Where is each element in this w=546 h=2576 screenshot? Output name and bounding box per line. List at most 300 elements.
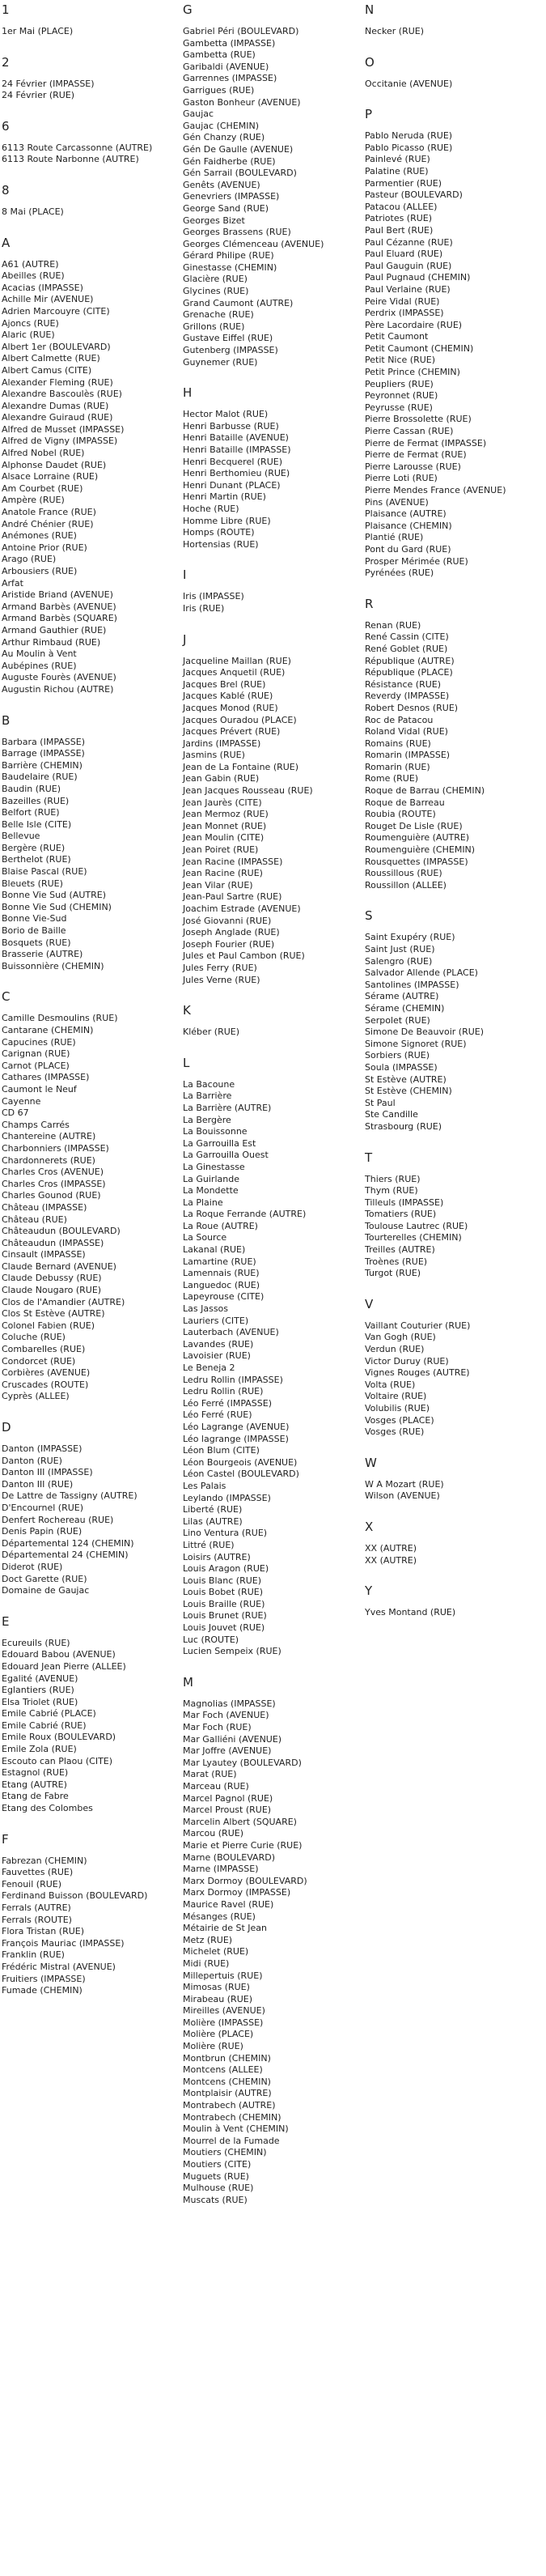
street-item[interactable]: Peire Vidal (RUE): [365, 295, 440, 307]
street-item[interactable]: Victor Duruy (RUE): [365, 1355, 449, 1367]
street-item[interactable]: Leylando (IMPASSE): [183, 1492, 271, 1503]
street-item[interactable]: Pierre Brossolette (RUE): [365, 414, 472, 425]
street-item[interactable]: Jasmins (RUE): [183, 750, 245, 761]
street-item[interactable]: Lamartine (RUE): [183, 1256, 256, 1267]
street-item[interactable]: Mar Foch (RUE): [183, 1722, 252, 1733]
street-item[interactable]: Simone De Beauvoir (RUE): [365, 1027, 485, 1038]
street-item[interactable]: Genevriers (IMPASSE): [183, 191, 280, 202]
street-item[interactable]: Garibaldi (AVENUE): [183, 61, 269, 72]
street-item[interactable]: Doct Garette (RUE): [2, 1573, 87, 1584]
street-item[interactable]: Prosper Mérimée (RUE): [365, 555, 468, 567]
street-item[interactable]: Jacques Monod (RUE): [183, 702, 278, 713]
street-item[interactable]: Tourterelles (CHEMIN): [365, 1232, 462, 1243]
street-item[interactable]: Bonne Vie-Sud: [2, 913, 67, 925]
street-item[interactable]: Homps (ROUTE): [183, 527, 255, 538]
street-item[interactable]: Patriotes (RUE): [365, 213, 433, 224]
street-item[interactable]: Louis Bobet (RUE): [183, 1587, 263, 1598]
street-item[interactable]: Petit Caumont (CHEMIN): [365, 342, 474, 354]
street-item[interactable]: Lakanal (RUE): [183, 1244, 246, 1256]
street-item[interactable]: Château (IMPASSE): [2, 1201, 87, 1213]
street-item[interactable]: 8 Mai (PLACE): [2, 206, 64, 217]
street-item[interactable]: Gaston Bonheur (AVENUE): [183, 96, 301, 108]
street-item[interactable]: Alfred de Vigny (IMPASSE): [2, 436, 118, 447]
street-item[interactable]: Moulin à Vent (CHEMIN): [183, 2123, 289, 2135]
street-item[interactable]: Danton III (IMPASSE): [2, 1467, 93, 1478]
street-item[interactable]: Fauvettes (RUE): [2, 1867, 74, 1878]
street-item[interactable]: Parmentier (RUE): [365, 177, 442, 189]
street-item[interactable]: Roumenguière (CHEMIN): [365, 844, 476, 856]
street-item[interactable]: 1er Mai (PLACE): [2, 26, 74, 36]
street-item[interactable]: Caumont le Neuf: [2, 1083, 77, 1095]
street-item[interactable]: Armand Gauthier (RUE): [2, 624, 107, 635]
street-item[interactable]: Necker (RUE): [365, 26, 425, 36]
street-item[interactable]: Fruitiers (IMPASSE): [2, 1973, 86, 1984]
street-item[interactable]: Henri Becquerel (RUE): [183, 456, 282, 467]
street-item[interactable]: Mar Foch (AVENUE): [183, 1710, 269, 1721]
street-item[interactable]: Carignan (RUE): [2, 1048, 70, 1060]
street-item[interactable]: Marx Dormoy (BOULEVARD): [183, 1875, 307, 1886]
street-item[interactable]: La Plaine: [183, 1197, 223, 1208]
street-item[interactable]: Jean Gabin (RUE): [183, 773, 260, 784]
street-item[interactable]: Lamennais (RUE): [183, 1268, 260, 1279]
street-item[interactable]: Claude Debussy (RUE): [2, 1273, 102, 1284]
street-item[interactable]: Perdrix (IMPASSE): [365, 308, 444, 319]
street-item[interactable]: Métairie de St Jean: [183, 1923, 267, 1934]
street-item[interactable]: Ste Candille: [365, 1109, 418, 1120]
street-item[interactable]: Bosquets (RUE): [2, 937, 71, 948]
street-item[interactable]: Kléber (RUE): [183, 1027, 240, 1038]
street-item[interactable]: Voltaire (RUE): [365, 1391, 427, 1402]
street-item[interactable]: Troènes (RUE): [365, 1256, 428, 1267]
street-item[interactable]: Marcel Proust (RUE): [183, 1804, 272, 1816]
street-item[interactable]: Vosges (RUE): [365, 1426, 425, 1438]
street-item[interactable]: Louis Blanc (RUE): [183, 1575, 262, 1586]
street-item[interactable]: Charles Gounod (RUE): [2, 1190, 101, 1201]
street-item[interactable]: Jean Poiret (RUE): [183, 844, 259, 856]
street-item[interactable]: Lauriers (CITE): [183, 1315, 249, 1326]
street-item[interactable]: Pont du Gard (RUE): [365, 543, 451, 555]
street-item[interactable]: Saint Exupéry (RUE): [365, 932, 455, 943]
street-item[interactable]: Petit Prince (CHEMIN): [365, 367, 460, 378]
street-item[interactable]: Champs Carrés: [2, 1119, 70, 1130]
street-item[interactable]: Am Courbet (RUE): [2, 482, 83, 494]
street-item[interactable]: Ajoncs (RUE): [2, 317, 59, 329]
street-item[interactable]: Montplaisir (AUTRE): [183, 2088, 272, 2099]
street-item[interactable]: Lucien Sempeix (RUE): [183, 1646, 281, 1657]
street-item[interactable]: Alexandre Guiraud (RUE): [2, 412, 113, 423]
street-item[interactable]: Maurice Ravel (RUE): [183, 1898, 274, 1910]
street-item[interactable]: W A Mozart (RUE): [365, 1478, 444, 1490]
street-item[interactable]: Jacques Ouradou (PLACE): [183, 714, 297, 725]
street-item[interactable]: Danton III (RUE): [2, 1478, 74, 1490]
street-item[interactable]: Gén Sarrail (BOULEVARD): [183, 168, 297, 179]
street-item[interactable]: Patacou (ALLEE): [365, 201, 438, 212]
street-item[interactable]: Marx Dormoy (IMPASSE): [183, 1887, 291, 1898]
street-item[interactable]: Claude Nougaro (RUE): [2, 1285, 102, 1296]
street-item[interactable]: Roland Vidal (RUE): [365, 726, 448, 738]
street-item[interactable]: Diderot (RUE): [2, 1561, 63, 1572]
street-item[interactable]: Gaujac: [183, 108, 214, 120]
street-item[interactable]: Chardonnerets (RUE): [2, 1154, 95, 1166]
street-item[interactable]: La Bacoune: [183, 1078, 235, 1090]
street-item[interactable]: Mirabeau (RUE): [183, 1993, 252, 2004]
street-item[interactable]: Ferrals (ROUTE): [2, 1914, 72, 1925]
street-item[interactable]: Pasteur (BOULEVARD): [365, 189, 463, 201]
street-item[interactable]: Alfred de Musset (IMPASSE): [2, 423, 125, 435]
street-item[interactable]: Jules Ferry (RUE): [183, 962, 257, 973]
street-item[interactable]: Jean Monnet (RUE): [183, 820, 267, 831]
street-item[interactable]: René Cassin (CITE): [365, 631, 449, 643]
street-item[interactable]: Montcens (ALLEE): [183, 2064, 263, 2076]
street-item[interactable]: Gén Chanzy (RUE): [183, 132, 265, 143]
street-item[interactable]: Pablo Neruda (RUE): [365, 130, 453, 142]
street-item[interactable]: Brasserie (AUTRE): [2, 949, 83, 960]
street-item[interactable]: La Mondette: [183, 1185, 239, 1197]
street-item[interactable]: Grenache (RUE): [183, 309, 254, 321]
street-item[interactable]: Père Lacordaire (RUE): [365, 319, 463, 330]
street-item[interactable]: Abeilles (RUE): [2, 270, 65, 282]
street-item[interactable]: Garrennes (IMPASSE): [183, 73, 277, 84]
street-item[interactable]: Jean Mermoz (RUE): [183, 809, 269, 820]
street-item[interactable]: Vaillant Couturier (RUE): [365, 1320, 471, 1331]
street-item[interactable]: Pablo Picasso (RUE): [365, 142, 453, 153]
street-item[interactable]: Bleuets (RUE): [2, 878, 63, 889]
street-item[interactable]: Fenouil (RUE): [2, 1878, 62, 1889]
street-item[interactable]: D'Encournel (RUE): [2, 1502, 84, 1513]
street-item[interactable]: Joachim Estrade (AVENUE): [183, 903, 301, 914]
street-item[interactable]: Magnolias (IMPASSE): [183, 1698, 276, 1709]
street-item[interactable]: Muguets (RUE): [183, 2170, 249, 2182]
street-item[interactable]: Plaisance (AUTRE): [365, 508, 447, 520]
street-item[interactable]: Rome (RUE): [365, 773, 419, 784]
street-item[interactable]: Gustave Eiffel (RUE): [183, 333, 273, 344]
street-item[interactable]: Lavoisier (RUE): [183, 1350, 251, 1362]
street-item[interactable]: St Paul: [365, 1097, 396, 1108]
street-item[interactable]: Mar Lyautey (BOULEVARD): [183, 1757, 302, 1768]
street-item[interactable]: Ampère (RUE): [2, 495, 65, 506]
street-item[interactable]: Soula (IMPASSE): [365, 1061, 438, 1073]
street-item[interactable]: Lilas (AUTRE): [183, 1515, 243, 1527]
street-item[interactable]: Henri Martin (RUE): [183, 491, 266, 503]
street-item[interactable]: Charbonniers (IMPASSE): [2, 1142, 109, 1154]
street-item[interactable]: Volubilis (RUE): [365, 1403, 430, 1413]
street-item[interactable]: Genêts (AVENUE): [183, 179, 260, 190]
street-item[interactable]: Jean Racine (IMPASSE): [183, 856, 283, 867]
street-item[interactable]: Marcou (RUE): [183, 1828, 243, 1839]
street-item[interactable]: 24 Février (IMPASSE): [2, 78, 95, 89]
street-item[interactable]: Bazeilles (RUE): [2, 795, 70, 806]
street-item[interactable]: Jacques Prévert (RUE): [183, 726, 281, 738]
street-item[interactable]: Cyprès (ALLEE): [2, 1391, 70, 1402]
street-item[interactable]: De Lattre de Tassigny (AUTRE): [2, 1490, 138, 1502]
street-item[interactable]: Départemental 124 (CHEMIN): [2, 1537, 134, 1549]
street-item[interactable]: La Source: [183, 1232, 227, 1243]
street-item[interactable]: Roussillous (RUE): [365, 868, 442, 879]
street-item[interactable]: Gambetta (RUE): [183, 49, 256, 61]
street-item[interactable]: Hoche (RUE): [183, 503, 239, 514]
street-item[interactable]: Joseph Fourier (RUE): [183, 938, 275, 950]
street-item[interactable]: Louis Braille (RUE): [183, 1598, 265, 1609]
street-item[interactable]: XX (AUTRE): [365, 1542, 417, 1554]
street-item[interactable]: Homme Libre (RUE): [183, 515, 271, 526]
street-item[interactable]: Carnot (PLACE): [2, 1060, 70, 1071]
street-item[interactable]: Elsa Triolet (RUE): [2, 1696, 78, 1707]
street-item[interactable]: Henri Barbusse (RUE): [183, 420, 279, 431]
street-item[interactable]: Vignes Rouges (AUTRE): [365, 1367, 470, 1379]
street-item[interactable]: Gaujac (CHEMIN): [183, 120, 260, 131]
street-item[interactable]: Thym (RUE): [365, 1185, 418, 1197]
street-item[interactable]: Jean Moulin (CITE): [183, 832, 265, 844]
street-item[interactable]: Danton (IMPASSE): [2, 1443, 83, 1454]
street-item[interactable]: Jean Jaurès (CITE): [183, 797, 262, 808]
street-item[interactable]: Egalité (AVENUE): [2, 1673, 78, 1684]
street-item[interactable]: Léo Ferré (RUE): [183, 1409, 252, 1421]
street-item[interactable]: Renan (RUE): [365, 619, 421, 631]
street-item[interactable]: Mireilles (AVENUE): [183, 2005, 265, 2017]
street-item[interactable]: Paul Verlaine (RUE): [365, 283, 451, 295]
street-item[interactable]: Alexandre Dumas (RUE): [2, 400, 109, 411]
street-item[interactable]: Roc de Patacou: [365, 714, 434, 725]
street-item[interactable]: Fabrezan (CHEMIN): [2, 1855, 87, 1866]
street-item[interactable]: Léo lagrange (IMPASSE): [183, 1433, 289, 1444]
street-item[interactable]: Alexander Fleming (RUE): [2, 376, 113, 388]
street-item[interactable]: Peyrusse (RUE): [365, 402, 433, 413]
street-item[interactable]: Muscats (RUE): [183, 2194, 248, 2205]
street-item[interactable]: Peyronnet (RUE): [365, 390, 438, 402]
street-item[interactable]: Gambetta (IMPASSE): [183, 37, 276, 49]
street-item[interactable]: République (PLACE): [365, 667, 453, 678]
street-item[interactable]: Garrigues (RUE): [183, 84, 255, 96]
street-item[interactable]: Châteaudun (BOULEVARD): [2, 1226, 121, 1237]
street-item[interactable]: Georges Clémenceau (AVENUE): [183, 238, 324, 249]
street-item[interactable]: Mar Galliéni (AVENUE): [183, 1733, 282, 1745]
street-item[interactable]: Gabriel Péri (BOULEVARD): [183, 26, 299, 36]
street-item[interactable]: Etang des Colombes: [2, 1803, 93, 1814]
street-item[interactable]: Léo Lagrange (AVENUE): [183, 1421, 290, 1432]
street-item[interactable]: Etang (AUTRE): [2, 1779, 67, 1790]
street-item[interactable]: Etang de Fabre: [2, 1791, 69, 1802]
street-item[interactable]: Fumade (CHEMIN): [2, 1985, 83, 1996]
street-item[interactable]: Grand Caumont (AUTRE): [183, 297, 294, 308]
street-item[interactable]: Domaine de Gaujac: [2, 1585, 90, 1596]
street-item[interactable]: Molière (PLACE): [183, 2029, 254, 2040]
street-item[interactable]: Glycines (RUE): [183, 286, 249, 297]
street-item[interactable]: Berthelot (RUE): [2, 854, 71, 865]
street-item[interactable]: Petit Nice (RUE): [365, 355, 436, 366]
street-item[interactable]: 6113 Route Carcassonne (AUTRE): [2, 142, 153, 153]
street-item[interactable]: Pierre de Fermat (IMPASSE): [365, 437, 487, 448]
street-item[interactable]: Liberté (RUE): [183, 1504, 243, 1515]
street-item[interactable]: Marcelin Albert (SQUARE): [183, 1816, 297, 1827]
street-item[interactable]: Albert Calmette (RUE): [2, 353, 100, 364]
street-item[interactable]: Verdun (RUE): [365, 1344, 425, 1355]
street-item[interactable]: Baudelaire (RUE): [2, 772, 78, 783]
street-item[interactable]: Plaisance (CHEMIN): [365, 520, 452, 531]
street-item[interactable]: Occitanie (AVENUE): [365, 78, 453, 89]
street-item[interactable]: Alexandre Bascoulès (RUE): [2, 389, 122, 400]
street-item[interactable]: Jardins (IMPASSE): [183, 738, 261, 749]
street-item[interactable]: Anatole France (RUE): [2, 507, 96, 518]
street-item[interactable]: Roque de Barreau: [365, 797, 445, 808]
street-item[interactable]: Ledru Rollin (RUE): [183, 1386, 264, 1397]
street-item[interactable]: Achille Mir (AVENUE): [2, 294, 94, 305]
street-item[interactable]: Vosges (PLACE): [365, 1414, 434, 1426]
street-item[interactable]: Paul Bert (RUE): [365, 224, 434, 236]
street-item[interactable]: Yves Montand (RUE): [365, 1607, 456, 1618]
street-item[interactable]: Henri Bataille (IMPASSE): [183, 444, 291, 455]
street-item[interactable]: Montcens (CHEMIN): [183, 2076, 271, 2087]
street-item[interactable]: Romarin (RUE): [365, 761, 430, 772]
street-item[interactable]: Augustin Richou (AUTRE): [2, 683, 114, 695]
street-item[interactable]: Alfred Nobel (RUE): [2, 448, 85, 459]
street-item[interactable]: Charles Cros (AVENUE): [2, 1167, 104, 1178]
street-item[interactable]: Jean Vilar (RUE): [183, 879, 253, 891]
street-item[interactable]: Estagnol (RUE): [2, 1767, 69, 1779]
street-item[interactable]: François Mauriac (IMPASSE): [2, 1937, 125, 1949]
street-item[interactable]: Pierre Loti (RUE): [365, 473, 438, 484]
street-item[interactable]: Sorbiers (RUE): [365, 1050, 430, 1061]
street-item[interactable]: Henri Berthomieu (RUE): [183, 468, 290, 479]
street-item[interactable]: Mulhouse (RUE): [183, 2183, 254, 2194]
street-item[interactable]: Coluche (RUE): [2, 1332, 66, 1343]
street-item[interactable]: Albert Camus (CITE): [2, 364, 92, 376]
street-item[interactable]: Van Gogh (RUE): [365, 1332, 436, 1343]
street-item[interactable]: Arthur Rimbaud (RUE): [2, 636, 101, 648]
street-item[interactable]: A61 (AUTRE): [2, 258, 59, 270]
street-item[interactable]: Danton (RUE): [2, 1455, 62, 1466]
street-item[interactable]: Jean-Paul Sartre (RUE): [183, 891, 282, 903]
street-item[interactable]: Moutiers (CITE): [183, 2159, 252, 2170]
street-item[interactable]: Michelet (RUE): [183, 1946, 249, 1958]
street-item[interactable]: Gén De Gaulle (AVENUE): [183, 143, 294, 155]
street-item[interactable]: Turgot (RUE): [365, 1268, 421, 1279]
street-item[interactable]: Tomatiers (RUE): [365, 1209, 437, 1220]
street-item[interactable]: Millepertuis (RUE): [183, 1970, 263, 1981]
street-item[interactable]: Georges Bizet: [183, 215, 245, 226]
street-item[interactable]: Lapeyrouse (CITE): [183, 1291, 265, 1303]
street-item[interactable]: Edouard Jean Pierre (ALLEE): [2, 1660, 126, 1672]
street-item[interactable]: Henri Bataille (AVENUE): [183, 432, 289, 444]
street-item[interactable]: Bellevue: [2, 831, 40, 842]
street-item[interactable]: Ledru Rollin (IMPASSE): [183, 1374, 283, 1385]
street-item[interactable]: Adrien Marcouyre (CITE): [2, 305, 110, 317]
street-item[interactable]: Marne (BOULEVARD): [183, 1851, 275, 1863]
street-item[interactable]: Rousquettes (IMPASSE): [365, 856, 468, 867]
street-item[interactable]: Edouard Babou (AVENUE): [2, 1649, 116, 1660]
street-item[interactable]: Combarelles (RUE): [2, 1344, 86, 1355]
street-item[interactable]: Cantarane (CHEMIN): [2, 1025, 94, 1035]
street-item[interactable]: Jean Racine (RUE): [183, 868, 263, 879]
street-item[interactable]: La Garrouilla Est: [183, 1137, 256, 1149]
street-item[interactable]: Jean Jacques Rousseau (RUE): [183, 785, 313, 797]
street-item[interactable]: Lino Ventura (RUE): [183, 1528, 268, 1539]
street-item[interactable]: 24 Février (RUE): [2, 90, 75, 101]
street-item[interactable]: Bergère (RUE): [2, 842, 66, 853]
street-item[interactable]: Santolines (IMPASSE): [365, 979, 459, 990]
street-item[interactable]: Peupliers (RUE): [365, 378, 434, 389]
street-item[interactable]: Pins (AVENUE): [365, 496, 429, 508]
street-item[interactable]: Strasbourg (RUE): [365, 1120, 442, 1132]
street-item[interactable]: Albert 1er (BOULEVARD): [2, 341, 111, 352]
street-item[interactable]: Baudin (RUE): [2, 783, 61, 794]
street-item[interactable]: Bonne Vie Sud (AUTRE): [2, 890, 106, 901]
street-item[interactable]: Frédéric Mistral (AVENUE): [2, 1961, 116, 1972]
street-item[interactable]: Georges Brassens (RUE): [183, 227, 291, 238]
street-item[interactable]: St Estève (CHEMIN): [365, 1086, 452, 1097]
street-item[interactable]: André Chénier (RUE): [2, 518, 94, 529]
street-item[interactable]: CD 67: [2, 1107, 29, 1119]
street-item[interactable]: René Goblet (RUE): [365, 643, 448, 654]
street-item[interactable]: José Giovanni (RUE): [183, 915, 272, 926]
street-item[interactable]: Wilson (AVENUE): [365, 1490, 440, 1502]
street-item[interactable]: Jules et Paul Cambon (RUE): [183, 950, 305, 962]
street-item[interactable]: Salvador Allende (PLACE): [365, 967, 478, 979]
street-item[interactable]: Léo Ferré (IMPASSE): [183, 1397, 272, 1409]
street-item[interactable]: Romarin (IMPASSE): [365, 750, 451, 761]
street-item[interactable]: Louis Jouvet (RUE): [183, 1622, 265, 1634]
street-item[interactable]: Pierre Larousse (RUE): [365, 461, 461, 472]
street-item[interactable]: République (AUTRE): [365, 655, 455, 666]
street-item[interactable]: Alphonse Daudet (RUE): [2, 459, 107, 470]
street-item[interactable]: Colonel Fabien (RUE): [2, 1320, 95, 1331]
street-item[interactable]: Serpolet (RUE): [365, 1014, 430, 1026]
street-item[interactable]: Le Beneja 2: [183, 1362, 235, 1373]
street-item[interactable]: Pierre Cassan (RUE): [365, 426, 454, 437]
street-item[interactable]: Auguste Fourès (AVENUE): [2, 672, 116, 683]
street-item[interactable]: Belfort (RUE): [2, 807, 60, 818]
street-item[interactable]: Roumenguière (AUTRE): [365, 832, 470, 844]
street-item[interactable]: Montrabech (CHEMIN): [183, 2111, 281, 2123]
street-item[interactable]: Jules Verne (RUE): [183, 974, 260, 985]
street-item[interactable]: Emile Zola (RUE): [2, 1744, 77, 1755]
street-item[interactable]: Grillons (RUE): [183, 321, 245, 332]
street-item[interactable]: Antoine Prior (RUE): [2, 542, 87, 553]
street-item[interactable]: Alsace Lorraine (RUE): [2, 471, 99, 482]
street-item[interactable]: Cruscades (ROUTE): [2, 1379, 89, 1390]
street-item[interactable]: La Bergère: [183, 1114, 231, 1125]
street-item[interactable]: Joseph Anglade (RUE): [183, 927, 280, 938]
street-item[interactable]: Iris (IMPASSE): [183, 591, 244, 602]
street-item[interactable]: Aubépines (RUE): [2, 660, 77, 671]
street-item[interactable]: Résistance (RUE): [365, 678, 441, 690]
street-item[interactable]: George Sand (RUE): [183, 202, 269, 214]
street-item[interactable]: Capucines (RUE): [2, 1036, 76, 1048]
street-item[interactable]: Lavandes (RUE): [183, 1338, 254, 1350]
street-item[interactable]: Claude Bernard (AVENUE): [2, 1260, 116, 1272]
street-item[interactable]: Jacques Anquetil (RUE): [183, 667, 286, 678]
street-item[interactable]: Armand Barbès (AVENUE): [2, 601, 116, 612]
street-item[interactable]: Escouto can Plaou (CITE): [2, 1755, 113, 1766]
street-item[interactable]: Henri Dunant (PLACE): [183, 479, 281, 491]
street-item[interactable]: Aristide Briand (AVENUE): [2, 589, 113, 601]
street-item[interactable]: Rouget De Lisle (RUE): [365, 820, 463, 831]
street-item[interactable]: Marne (IMPASSE): [183, 1864, 259, 1875]
street-item[interactable]: Toulouse Lautrec (RUE): [365, 1220, 468, 1231]
street-item[interactable]: Au Moulin à Vent: [2, 648, 77, 660]
street-item[interactable]: Marcel Pagnol (RUE): [183, 1792, 273, 1804]
street-item[interactable]: Denis Papin (RUE): [2, 1526, 83, 1537]
street-item[interactable]: Jean de La Fontaine (RUE): [183, 761, 299, 772]
street-item[interactable]: Condorcet (RUE): [2, 1355, 76, 1367]
street-item[interactable]: Metz (RUE): [183, 1934, 233, 1945]
street-item[interactable]: 6113 Route Narbonne (AUTRE): [2, 154, 139, 165]
street-item[interactable]: Hortensias (RUE): [183, 538, 259, 550]
street-item[interactable]: Bonne Vie Sud (CHEMIN): [2, 901, 112, 912]
street-item[interactable]: Château (RUE): [2, 1214, 67, 1225]
street-item[interactable]: Roque de Barrau (CHEMIN): [365, 785, 485, 797]
street-item[interactable]: Buissonnière (CHEMIN): [2, 960, 104, 971]
street-item[interactable]: Paul Pugnaud (CHEMIN): [365, 272, 471, 283]
